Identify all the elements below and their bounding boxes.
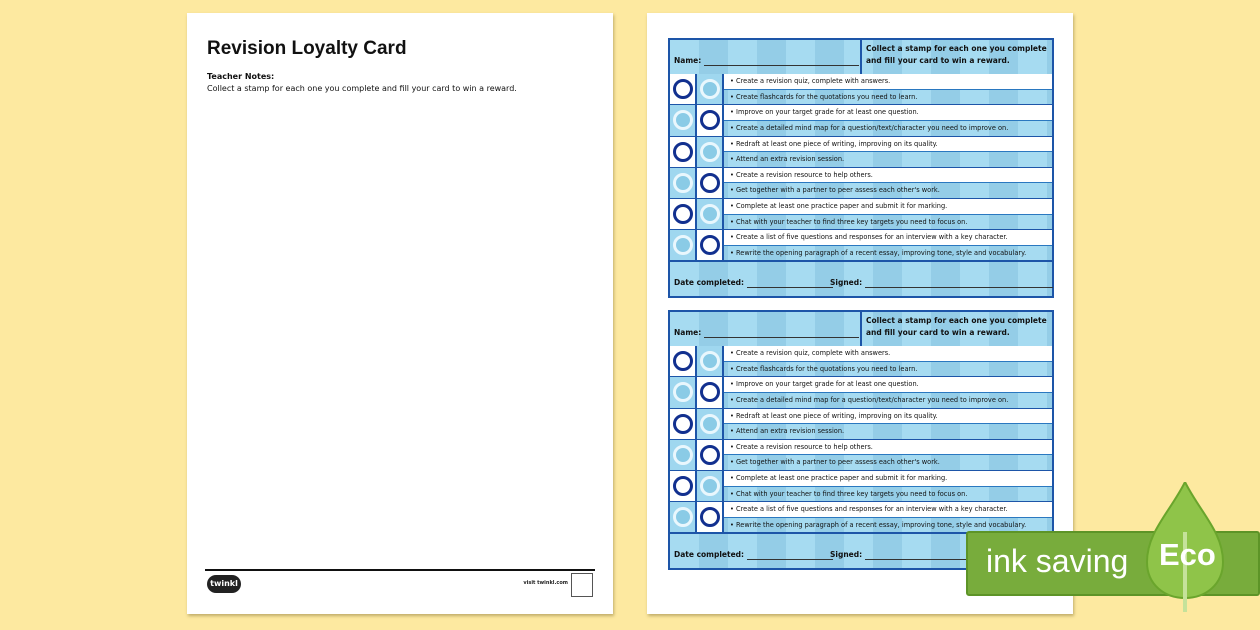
- task-text: Create a revision resource to help others.: [736, 170, 873, 179]
- task-text: Redraft at least one piece of writing, improving on its quality.: [736, 139, 938, 148]
- task-item: • Attend an extra revision session.: [730, 427, 845, 436]
- stamp-circle-icon: [700, 445, 720, 465]
- stamp-circle-icon: [700, 351, 720, 371]
- task-item: • Improve on your target grade for at least one question.: [724, 105, 1052, 121]
- task-item: • Create a detailed mind map for a question/text/character you need to improve on.: [730, 395, 1009, 404]
- date-group: [674, 278, 833, 288]
- twinkl-logo: twinkl: [207, 575, 241, 593]
- date-label: Date completed:: [674, 278, 745, 287]
- task-text: Attend an extra revision session.: [736, 427, 845, 436]
- stamp-circle-icon: [700, 79, 720, 99]
- stamp-slot[interactable]: [670, 409, 697, 439]
- task-text: Create a revision quiz, complete with answers.: [736, 349, 891, 357]
- task-text: Rewrite the opening paragraph of a recent essay, improving tone, style and vocabulary.: [736, 248, 1027, 257]
- task-text: Chat with your teacher to find three key targets you need to focus on.: [736, 489, 968, 498]
- visit-link[interactable]: visit twinkl.com: [523, 580, 568, 586]
- stamp-circle-icon: [700, 507, 720, 527]
- stamp-circle-icon: [673, 351, 693, 371]
- stamp-slot[interactable]: [697, 199, 724, 229]
- stamp-circle-icon: [700, 204, 720, 224]
- task-row: [670, 440, 1052, 471]
- task-text: Attend an extra revision session.: [736, 155, 845, 164]
- task-text: Chat with your teacher to find three key targets you need to focus on.: [736, 217, 968, 226]
- task-text: Create a detailed mind map for a question/text/character you need to improve on.: [736, 395, 1009, 404]
- stamp-slot[interactable]: [670, 471, 697, 501]
- name-label: Name:: [674, 328, 702, 337]
- task-item: • Get together with a partner to peer assess each other's work.: [730, 458, 940, 467]
- task-text: Create a detailed mind map for a question/text/character you need to improve on.: [736, 123, 1009, 132]
- task-item: • Get together with a partner to peer assess each other's work.: [730, 186, 940, 195]
- stamp-circle-icon: [700, 476, 720, 496]
- teacher-notes-page: [187, 13, 613, 614]
- task-item: • Create a detailed mind map for a question/text/character you need to improve on.: [730, 123, 1009, 132]
- task-item: • Create a revision quiz, complete with answers.: [724, 74, 1052, 90]
- date-field[interactable]: [747, 278, 833, 288]
- stamp-slot[interactable]: [670, 377, 697, 407]
- task-item: • Create flashcards for the quotations you need to learn.: [730, 92, 918, 101]
- task-item: • Improve on your target grade for at least one question.: [724, 377, 1052, 393]
- name-field[interactable]: [704, 56, 859, 66]
- stamp-circle-icon: [700, 414, 720, 434]
- signed-group: [830, 278, 1053, 288]
- task-item: • Create a revision resource to help others.: [724, 168, 1052, 184]
- task-row: [670, 230, 1052, 261]
- signature-field[interactable]: [865, 278, 1053, 288]
- date-label: Date completed:: [674, 550, 745, 559]
- card-header: [670, 40, 1052, 76]
- stamp-circle-icon: [673, 142, 693, 162]
- stamp-slot[interactable]: [670, 168, 697, 198]
- stamp-slot[interactable]: [670, 440, 697, 470]
- teacher-notes-text: Collect a stamp for each one you complete and fill your card to win a reward.: [207, 84, 517, 93]
- task-item: • Create flashcards for the quotations you need to learn.: [730, 364, 918, 373]
- stamp-slot[interactable]: [697, 74, 724, 104]
- task-text: Complete at least one practice paper and submit it for marking.: [736, 474, 948, 483]
- stamp-slot[interactable]: [697, 502, 724, 532]
- task-row: [670, 346, 1052, 377]
- task-item: • Redraft at least one piece of writing, improving on its quality.: [724, 409, 1052, 425]
- stamp-circle-icon: [700, 382, 720, 402]
- task-item: • Create a list of five questions and responses for an interview with a key character.: [724, 502, 1052, 518]
- task-item: • Chat with your teacher to find three key targets you need to focus on.: [730, 217, 968, 226]
- stamp-slot[interactable]: [697, 137, 724, 167]
- date-field[interactable]: [747, 550, 833, 560]
- task-row: [670, 74, 1052, 105]
- stamp-circle-icon: [673, 507, 693, 527]
- stamp-circle-icon: [673, 414, 693, 434]
- task-row: [670, 137, 1052, 168]
- signed-label: Signed:: [830, 278, 863, 287]
- task-item: • Rewrite the opening paragraph of a recent essay, improving tone, style and vocabulary.: [730, 520, 1027, 529]
- stamp-circle-icon: [673, 382, 693, 402]
- loyalty-cards-page: [647, 13, 1073, 614]
- ink-saving-label: ink saving: [986, 543, 1129, 579]
- task-text: Create flashcards for the quotations you need to learn.: [736, 364, 918, 373]
- stamp-circle-icon: [700, 142, 720, 162]
- stamp-slot[interactable]: [697, 168, 724, 198]
- stamp-slot[interactable]: [670, 199, 697, 229]
- stamp-circle-icon: [673, 476, 693, 496]
- collect-instructions: Collect a stamp for each one you complete and fill your card to win a reward.: [860, 312, 1052, 346]
- stamp-slot[interactable]: [697, 471, 724, 501]
- signed-label: Signed:: [830, 550, 863, 559]
- task-text: Improve on your target grade for at least one question.: [736, 108, 919, 117]
- stamp-slot[interactable]: [697, 346, 724, 376]
- task-text: Improve on your target grade for at least one question.: [736, 380, 919, 389]
- date-group: [674, 550, 833, 560]
- task-item: • Create a revision resource to help others.: [724, 440, 1052, 456]
- task-item: • Redraft at least one piece of writing, improving on its quality.: [724, 137, 1052, 153]
- stamp-slot[interactable]: [670, 502, 697, 532]
- stamp-slot[interactable]: [697, 409, 724, 439]
- stamp-circle-icon: [673, 445, 693, 465]
- task-text: Create a revision resource to help others.: [736, 442, 873, 451]
- stamp-circle-icon: [673, 173, 693, 193]
- eco-label: Eco: [1159, 537, 1216, 572]
- task-text: Create a list of five questions and responses for an interview with a key character.: [736, 505, 1008, 514]
- card-footer: [670, 260, 1052, 296]
- page-title: Revision Loyalty Card: [207, 38, 407, 59]
- stamp-slot[interactable]: [670, 105, 697, 135]
- teacher-notes-heading: Teacher Notes:: [207, 72, 275, 81]
- stamp-circle-icon: [673, 235, 693, 255]
- task-text: Complete at least one practice paper and submit it for marking.: [736, 202, 948, 211]
- stamp-slot[interactable]: [670, 230, 697, 260]
- task-row: [670, 199, 1052, 230]
- stamp-slot[interactable]: [697, 105, 724, 135]
- task-item: • Complete at least one practice paper and submit it for marking.: [724, 471, 1052, 487]
- name-field[interactable]: [704, 328, 859, 338]
- collect-instructions: Collect a stamp for each one you complete and fill your card to win a reward.: [860, 40, 1052, 74]
- task-text: Get together with a partner to peer assess each other's work.: [736, 458, 940, 467]
- task-text: Rewrite the opening paragraph of a recent essay, improving tone, style and vocabulary.: [736, 520, 1027, 529]
- task-text: Get together with a partner to peer assess each other's work.: [736, 186, 940, 195]
- task-row: [670, 409, 1052, 440]
- footer-divider: [205, 569, 595, 571]
- task-text: Redraft at least one piece of writing, improving on its quality.: [736, 411, 938, 420]
- task-text: Create a list of five questions and responses for an interview with a key character.: [736, 233, 1008, 242]
- stamp-circle-icon: [700, 110, 720, 130]
- stamp-circle-icon: [673, 110, 693, 130]
- task-text: Create flashcards for the quotations you need to learn.: [736, 92, 918, 101]
- task-item: • Chat with your teacher to find three key targets you need to focus on.: [730, 489, 968, 498]
- quality-badge-icon: [571, 573, 593, 597]
- stamp-circle-icon: [700, 173, 720, 193]
- stamp-slot[interactable]: [670, 74, 697, 104]
- task-item: • Create a revision quiz, complete with answers.: [724, 346, 1052, 362]
- task-item: • Attend an extra revision session.: [730, 155, 845, 164]
- task-row: [670, 105, 1052, 136]
- stamp-slot[interactable]: [697, 377, 724, 407]
- stamp-slot[interactable]: [670, 137, 697, 167]
- card-header: [670, 312, 1052, 348]
- task-item: • Create a list of five questions and responses for an interview with a key character.: [724, 230, 1052, 246]
- task-text: Create a revision quiz, complete with answers.: [736, 77, 891, 85]
- task-row: [670, 168, 1052, 199]
- name-label: Name:: [674, 56, 702, 65]
- task-row: [670, 377, 1052, 408]
- task-row: [670, 471, 1052, 502]
- stamp-slot[interactable]: [697, 440, 724, 470]
- loyalty-card: [668, 38, 1054, 298]
- task-item: • Rewrite the opening paragraph of a recent essay, improving tone, style and vocabulary.: [730, 248, 1027, 257]
- stamp-circle-icon: [673, 79, 693, 99]
- stamp-slot[interactable]: [697, 230, 724, 260]
- task-row: [670, 502, 1052, 533]
- stamp-circle-icon: [700, 235, 720, 255]
- stamp-circle-icon: [673, 204, 693, 224]
- stamp-slot[interactable]: [670, 346, 697, 376]
- task-item: • Complete at least one practice paper and submit it for marking.: [724, 199, 1052, 215]
